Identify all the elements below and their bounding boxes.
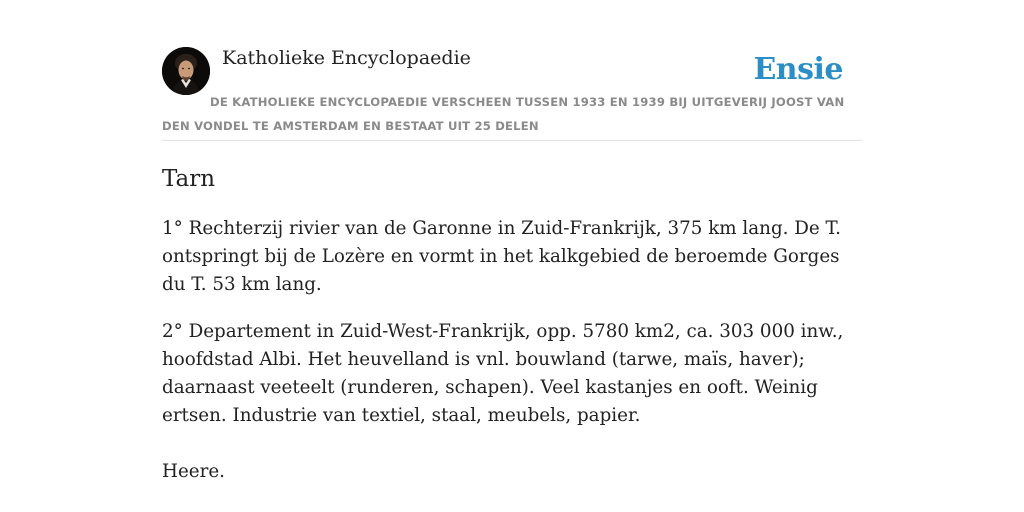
site-header — [162, 46, 862, 141]
article-author-signature: Heere. — [162, 461, 225, 482]
article — [162, 162, 868, 486]
site-title[interactable]: Katholieke Encyclopaedie — [222, 47, 471, 69]
article-title: Tarn — [162, 166, 216, 192]
article-paragraph-1: 1° Rechterzij rivier van de Garonne in Zuid-Frankrijk, 375 km lang. De T. ontspringt bij de Lozère en vormt in het kalkgebied de beroemde Gorges du T. 53 km lang. — [162, 218, 841, 295]
article-paragraph-2: 2° Departement in Zuid-West-Frankrijk, opp. 5780 km2, ca. 303 000 inw., hoofdstad Albi. Het heuvelland is vnl. bouwland (tarwe, maïs, haver); daarnaast veeteelt (runderen, schapen). Veel kastanjes en ooft. Weinig ertsen. Industrie van textiel, staal, meubels, papier. — [162, 321, 844, 426]
portrait-avatar-icon[interactable] — [162, 47, 210, 95]
brand-logo[interactable]: Ensie — [753, 52, 843, 87]
site-tagline: DE KATHOLIEKE ENCYCLOPAEDIE VERSCHEEN TUSSEN 1933 EN 1939 BIJ UITGEVERIJ JOOST VAN DEN VONDEL TE AMSTERDAM EN BESTAAT UIT 25 DELEN — [162, 95, 845, 133]
